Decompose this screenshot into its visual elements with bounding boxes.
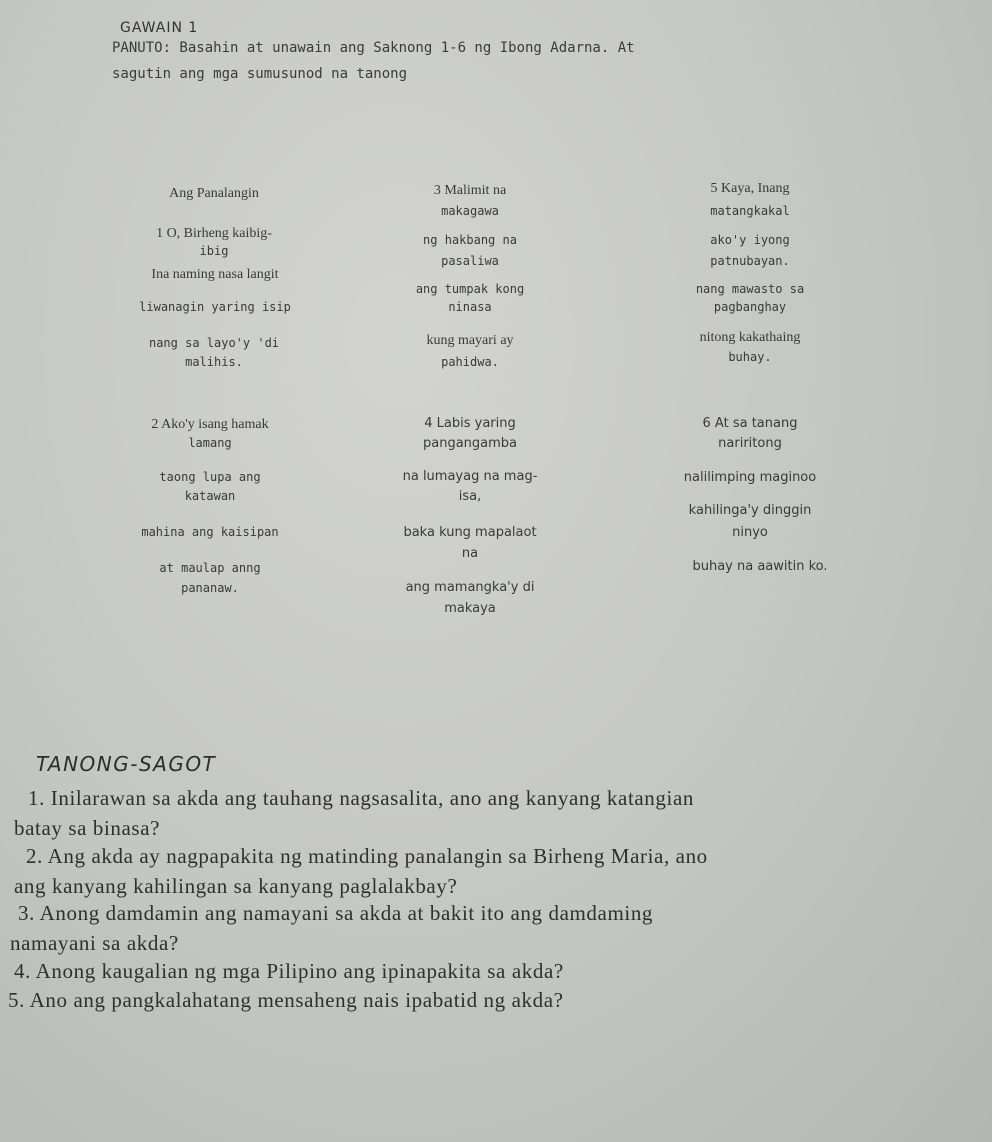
stanza-3-line-1: 3 Malimit na <box>433 183 507 198</box>
stanza-5-line-3: ako'y iyong <box>710 233 790 247</box>
stanza-5-line-8: buhay. <box>728 350 772 364</box>
stanza-6-line-1: 6 At sa tanang <box>702 416 798 431</box>
stanza-5-line-5: nang mawasto sa <box>695 282 805 296</box>
stanza-1-line-1: 1 O, Birheng kaibig- <box>156 226 272 241</box>
stanza-2-line-6: at maulap anng <box>159 561 261 575</box>
stanza-5-line-7: nitong kakathaing <box>699 330 801 345</box>
stanza-2-line-5: mahina ang kaisipan <box>141 525 279 539</box>
stanza-4-line-5: baka kung mapalaot <box>403 525 537 540</box>
instructions-line-1: PANUTO: Basahin at unawain ang Saknong 1-6 ng Ibong Adarna. At <box>112 40 635 56</box>
stanza-3-line-2: makagawa <box>441 204 499 218</box>
stanza-4-line-7: ang mamangka'y di <box>405 580 535 595</box>
stanza-6-line-3: nalilimping maginoo <box>683 470 817 485</box>
question-2-line-2: ang kanyang kahilingan sa kanyang paglalakbay? <box>14 874 458 898</box>
stanza-6-line-4: kahilinga'y dinggin <box>688 503 812 518</box>
stanza-2-line-7: pananaw. <box>181 581 239 595</box>
stanza-3-line-5: ang tumpak kong <box>415 282 525 296</box>
worksheet-title: GAWAIN 1 <box>120 20 199 36</box>
stanza-2-line-3: taong lupa ang <box>159 470 261 484</box>
question-3-line-2: namayani sa akda? <box>10 931 179 955</box>
stanza-3-line-6: ninasa <box>448 300 492 314</box>
question-1-line-2: batay sa binasa? <box>14 816 161 840</box>
stanza-4-line-3: na lumayag na mag- <box>402 469 538 484</box>
question-1-line-1: 1. Inilarawan sa akda ang tauhang nagsasalita, ano ang kanyang katangian <box>28 786 694 810</box>
stanza-5-line-2: matangkakal <box>710 204 790 218</box>
stanza-4-line-1: 4 Labis yaring <box>424 416 516 431</box>
stanza-3-line-7: kung mayari ay <box>426 333 514 348</box>
poem-title: Ang Panalangin <box>169 186 259 201</box>
stanza-1-line-2: ibig <box>199 244 229 258</box>
stanza-2-line-4: katawan <box>184 489 236 503</box>
stanza-2-line-2: lamang <box>188 436 232 450</box>
stanza-4-line-4: isa, <box>458 489 482 504</box>
stanza-1-line-3: Ina naming nasa langit <box>151 267 279 282</box>
stanza-5-line-4: patnubayan. <box>710 254 790 268</box>
question-2-line-1: 2. Ang akda ay nagpapakita ng matinding panalangin sa Birheng Maria, ano <box>26 844 708 868</box>
stanza-4-line-8: makaya <box>444 601 496 616</box>
stanza-4-line-2: pangangamba <box>422 436 517 451</box>
stanza-1-line-5: nang sa layo'y 'di <box>148 336 280 350</box>
stanza-5-line-1: 5 Kaya, Inang <box>710 181 790 196</box>
stanza-3-line-3: ng hakbang na <box>423 233 517 247</box>
stanza-1-line-4: liwanagin yaring isip <box>139 300 291 314</box>
stanza-1-line-6: malihis. <box>185 355 243 369</box>
stanza-6-line-2: nariritong <box>718 436 782 451</box>
instructions-line-2: sagutin ang mga sumusunod na tanong <box>112 66 408 82</box>
stanza-4-line-6: na <box>461 546 479 561</box>
stanza-6-line-5: ninyo <box>732 525 768 540</box>
question-4: 4. Anong kaugalian ng mga Pilipino ang ipinapakita sa akda? <box>14 959 564 983</box>
stanza-5-line-6: pagbanghay <box>713 300 787 314</box>
questions-heading: TANONG-SAGOT <box>36 752 217 776</box>
stanza-2-line-1: 2 Ako'y isang hamak <box>151 417 269 432</box>
question-5: 5. Ano ang pangkalahatang mensaheng nais ipabatid ng akda? <box>8 988 564 1012</box>
stanza-6-line-6: buhay na aawitin ko. <box>692 559 828 574</box>
stanza-3-line-8: pahidwa. <box>441 355 499 369</box>
stanza-3-line-4: pasaliwa <box>441 254 499 268</box>
question-3-line-1: 3. Anong damdamin ang namayani sa akda at bakit ito ang damdaming <box>18 901 654 925</box>
